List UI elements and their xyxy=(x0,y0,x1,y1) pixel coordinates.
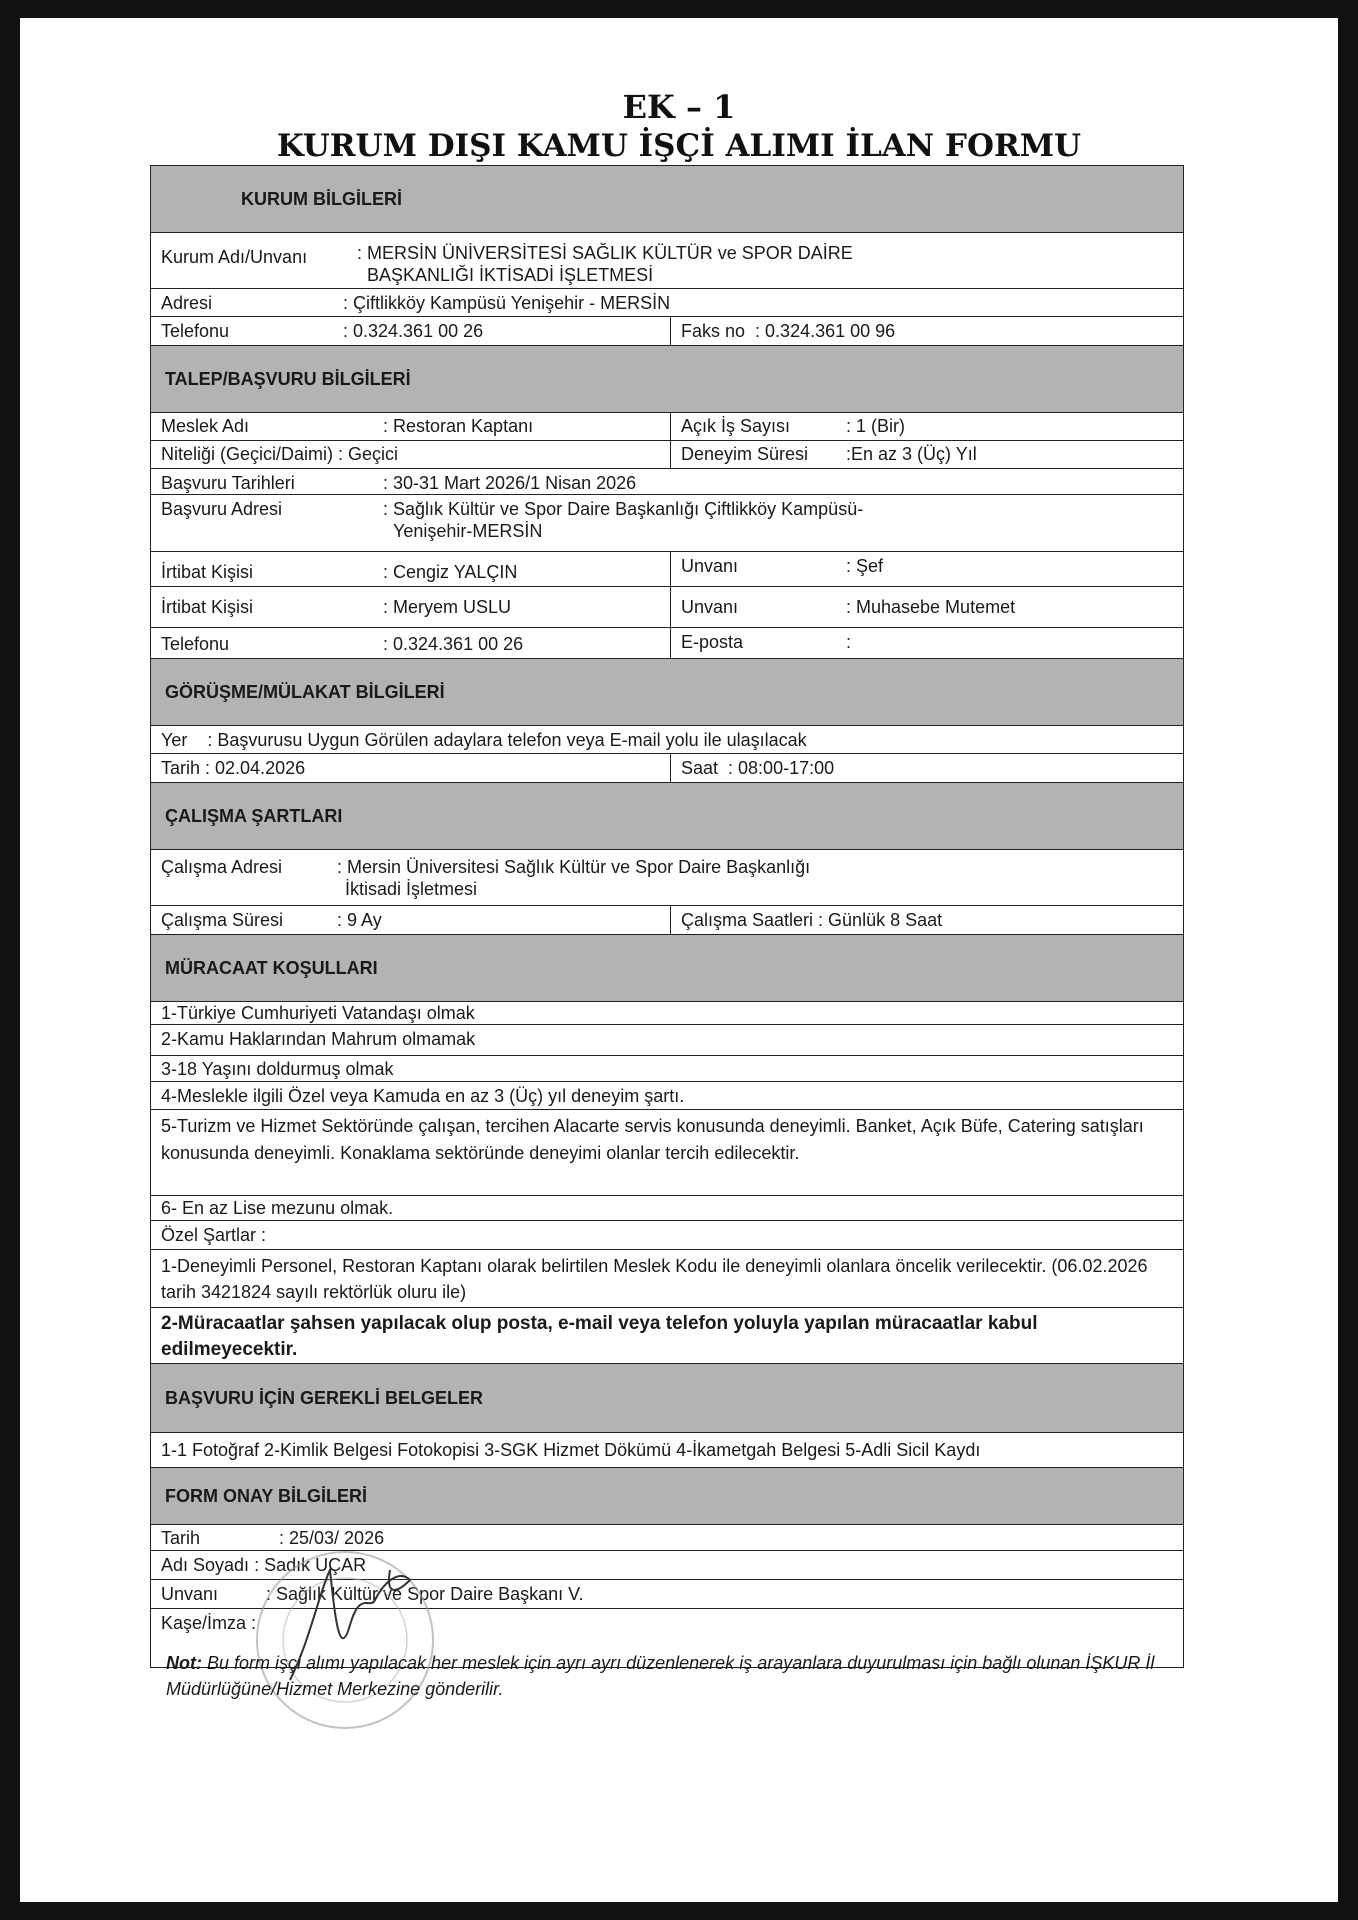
row-apply-address xyxy=(151,495,1183,552)
condition-item xyxy=(151,1056,1183,1082)
form-title: KURUM DIŞI KAMU İŞÇİ ALIMI İLAN FORMU xyxy=(276,128,1082,164)
label: Telefonu xyxy=(161,321,230,341)
annex-label: EK – 1 xyxy=(622,88,736,126)
value: : 0.324.361 00 96 xyxy=(755,321,896,341)
value: : Muhasebe Mutemet xyxy=(846,597,1016,617)
value: Çalışma Saatleri : Günlük 8 Saat xyxy=(681,910,943,930)
row-kurum-address xyxy=(151,289,1183,317)
label: Adı Soyadı xyxy=(161,1555,250,1575)
condition-text: Özel Şartlar : xyxy=(161,1225,267,1245)
condition-text: 2-Kamu Haklarından Mahrum olmamak xyxy=(161,1029,476,1049)
value: : Şef xyxy=(846,556,884,576)
value: : 0.324.361 00 26 xyxy=(343,321,484,341)
section-header-belgeler: BAŞVURU İÇİN GEREKLİ BELGELER xyxy=(151,1364,1183,1433)
value: : Sağlık Kültür ve Spor Daire Başkanı V. xyxy=(266,1584,584,1604)
label: Telefonu xyxy=(161,634,230,654)
label: Meslek Adı xyxy=(161,416,250,436)
row-interview-place xyxy=(151,726,1183,754)
row-type xyxy=(151,441,1183,469)
condition-text: 1-Türkiye Cumhuriyeti Vatandaşı olmak xyxy=(161,1003,475,1023)
row-interview-date xyxy=(151,754,1183,783)
official-stamp-and-signature xyxy=(250,1530,450,1740)
condition-item xyxy=(151,1082,1183,1110)
condition-item xyxy=(151,1196,1183,1221)
row-documents xyxy=(151,1433,1183,1468)
section-header-calisma: ÇALIŞMA ŞARTLARI xyxy=(151,783,1183,850)
footnote xyxy=(166,1650,1206,1702)
row-contact-2 xyxy=(151,587,1183,628)
value: Yer : Başvurusu Uygun Görülen adaylara telefon veya E-mail yolu ile ulaşılacak xyxy=(161,730,807,750)
condition-text: 2-Müracaatlar şahsen yapılacak olup posta, e-mail veya telefon yoluyla yapılan müracaatlar kabul edilmeyecektir. xyxy=(161,1313,1038,1360)
label: E-posta xyxy=(681,632,744,652)
value: : 9 Ay xyxy=(337,910,382,930)
section-header-talep: TALEP/BAŞVURU BİLGİLERİ xyxy=(151,346,1183,413)
value: : 0.324.361 00 26 xyxy=(383,634,524,654)
form-table xyxy=(150,165,1184,1668)
value: : MERSİN ÜNİVERSİTESİ SAĞLIK KÜLTÜR ve SPOR DAİRE xyxy=(357,243,853,263)
row-work-address xyxy=(151,850,1183,906)
value: Tarih : 02.04.2026 xyxy=(151,754,671,782)
condition-text: 1-Deneyimli Personel, Restoran Kaptanı olarak belirtilen Meslek Kodu ile deneyimli olanlara öncelik verilecektir. (06.02.2026 tarih 3421824 sayılı rektörlük oluru ile) xyxy=(161,1256,1148,1302)
label: Unvanı xyxy=(681,556,739,576)
note-text: Bu form işçi alımı yapılacak her meslek için ayrı ayrı düzenlenerek iş arayanlara duyurulması için bağlı olunan İŞKUR İl Müdürlüğüne/Hizmet Merkezine gönderilir. xyxy=(166,1653,1155,1699)
value: : 1 (Bir) xyxy=(846,416,906,436)
row-kurum-name xyxy=(151,233,1183,289)
value: : Restoran Kaptanı xyxy=(383,416,534,436)
label: İrtibat Kişisi xyxy=(161,562,254,582)
value: BAŞKANLIĞI İKTİSADİ İŞLETMESİ xyxy=(367,265,654,285)
value: : Meryem USLU xyxy=(383,597,512,617)
label: Açık İş Sayısı xyxy=(681,416,791,436)
condition-text: 4-Meslekle ilgili Özel veya Kamuda en az 3 (Üç) yıl deneyim şartı. xyxy=(161,1086,685,1106)
value: : Sadık UÇAR xyxy=(254,1555,367,1575)
label: İrtibat Kişisi xyxy=(161,597,254,617)
value: : Çiftlikköy Kampüsü Yenişehir - MERSİN xyxy=(343,293,671,313)
value: :En az 3 (Üç) Yıl xyxy=(846,444,977,464)
condition-item xyxy=(151,1025,1183,1056)
label: Unvanı xyxy=(681,597,739,617)
section-header-onay: FORM ONAY BİLGİLERİ xyxy=(151,1468,1183,1525)
row-job xyxy=(151,413,1183,441)
label: Kurum Adı/Unvanı xyxy=(161,247,308,267)
condition-text: 3-18 Yaşını doldurmuş olmak xyxy=(161,1059,394,1079)
note-label: Not: xyxy=(166,1653,202,1673)
section-header-gorusme: GÖRÜŞME/MÜLAKAT BİLGİLERİ xyxy=(151,659,1183,726)
condition-text: 5-Turizm ve Hizmet Sektöründe çalışan, tercihen Alacarte servis konusunda deneyimli. Banket, Açık Büfe, Catering satışları konusunda deneyimli. Konaklama sektöründe deneyimi olanlar tercih edilecektir. xyxy=(161,1116,1144,1163)
value: Yenişehir-MERSİN xyxy=(393,521,543,541)
condition-item xyxy=(151,1221,1183,1250)
condition-text: 6- En az Lise mezunu olmak. xyxy=(161,1198,394,1218)
label: Niteliği (Geçici/Daimi) xyxy=(161,444,334,464)
condition-item xyxy=(151,1002,1183,1025)
value: : xyxy=(846,632,852,652)
label: Başvuru Adresi xyxy=(161,499,283,519)
value: : Sağlık Kültür ve Spor Daire Başkanlığı Çiftlikköy Kampüsü- xyxy=(383,499,864,519)
value: İktisadi İşletmesi xyxy=(345,879,478,899)
label: Unvanı xyxy=(161,1584,219,1604)
label: Faks no xyxy=(681,321,746,341)
label: Başvuru Tarihleri xyxy=(161,473,295,493)
value: : 30-31 Mart 2026/1 Nisan 2026 xyxy=(383,473,637,493)
value: : Geçici xyxy=(338,444,399,464)
label: Deneyim Süresi xyxy=(681,444,809,464)
label: Tarih xyxy=(161,1528,201,1548)
value: : Mersin Üniversitesi Sağlık Kültür ve Spor Daire Başkanlığı xyxy=(337,857,811,877)
label: Çalışma Süresi xyxy=(161,910,284,930)
condition-item xyxy=(151,1308,1183,1364)
row-work-duration xyxy=(151,906,1183,935)
row-dates xyxy=(151,469,1183,495)
row-contact-phone xyxy=(151,628,1183,659)
condition-item xyxy=(151,1110,1183,1196)
section-header-kurum: KURUM BİLGİLERİ xyxy=(151,166,1183,233)
condition-item xyxy=(151,1250,1183,1308)
value: : 25/03/ 2026 xyxy=(279,1528,385,1548)
label: Kaşe/İmza : xyxy=(161,1613,257,1633)
value: : Cengiz YALÇIN xyxy=(383,562,518,582)
row-kurum-phone xyxy=(151,317,1183,346)
value: Saat : 08:00-17:00 xyxy=(681,758,835,778)
row-contact-1 xyxy=(151,552,1183,587)
section-header-muracaat: MÜRACAAT KOŞULLARI xyxy=(151,935,1183,1002)
label: Adresi xyxy=(161,293,213,313)
label: Çalışma Adresi xyxy=(161,857,283,877)
value: 1-1 Fotoğraf 2-Kimlik Belgesi Fotokopisi 3-SGK Hizmet Dökümü 4-İkametgah Belgesi 5-Adli Sicil Kaydı xyxy=(161,1440,981,1460)
